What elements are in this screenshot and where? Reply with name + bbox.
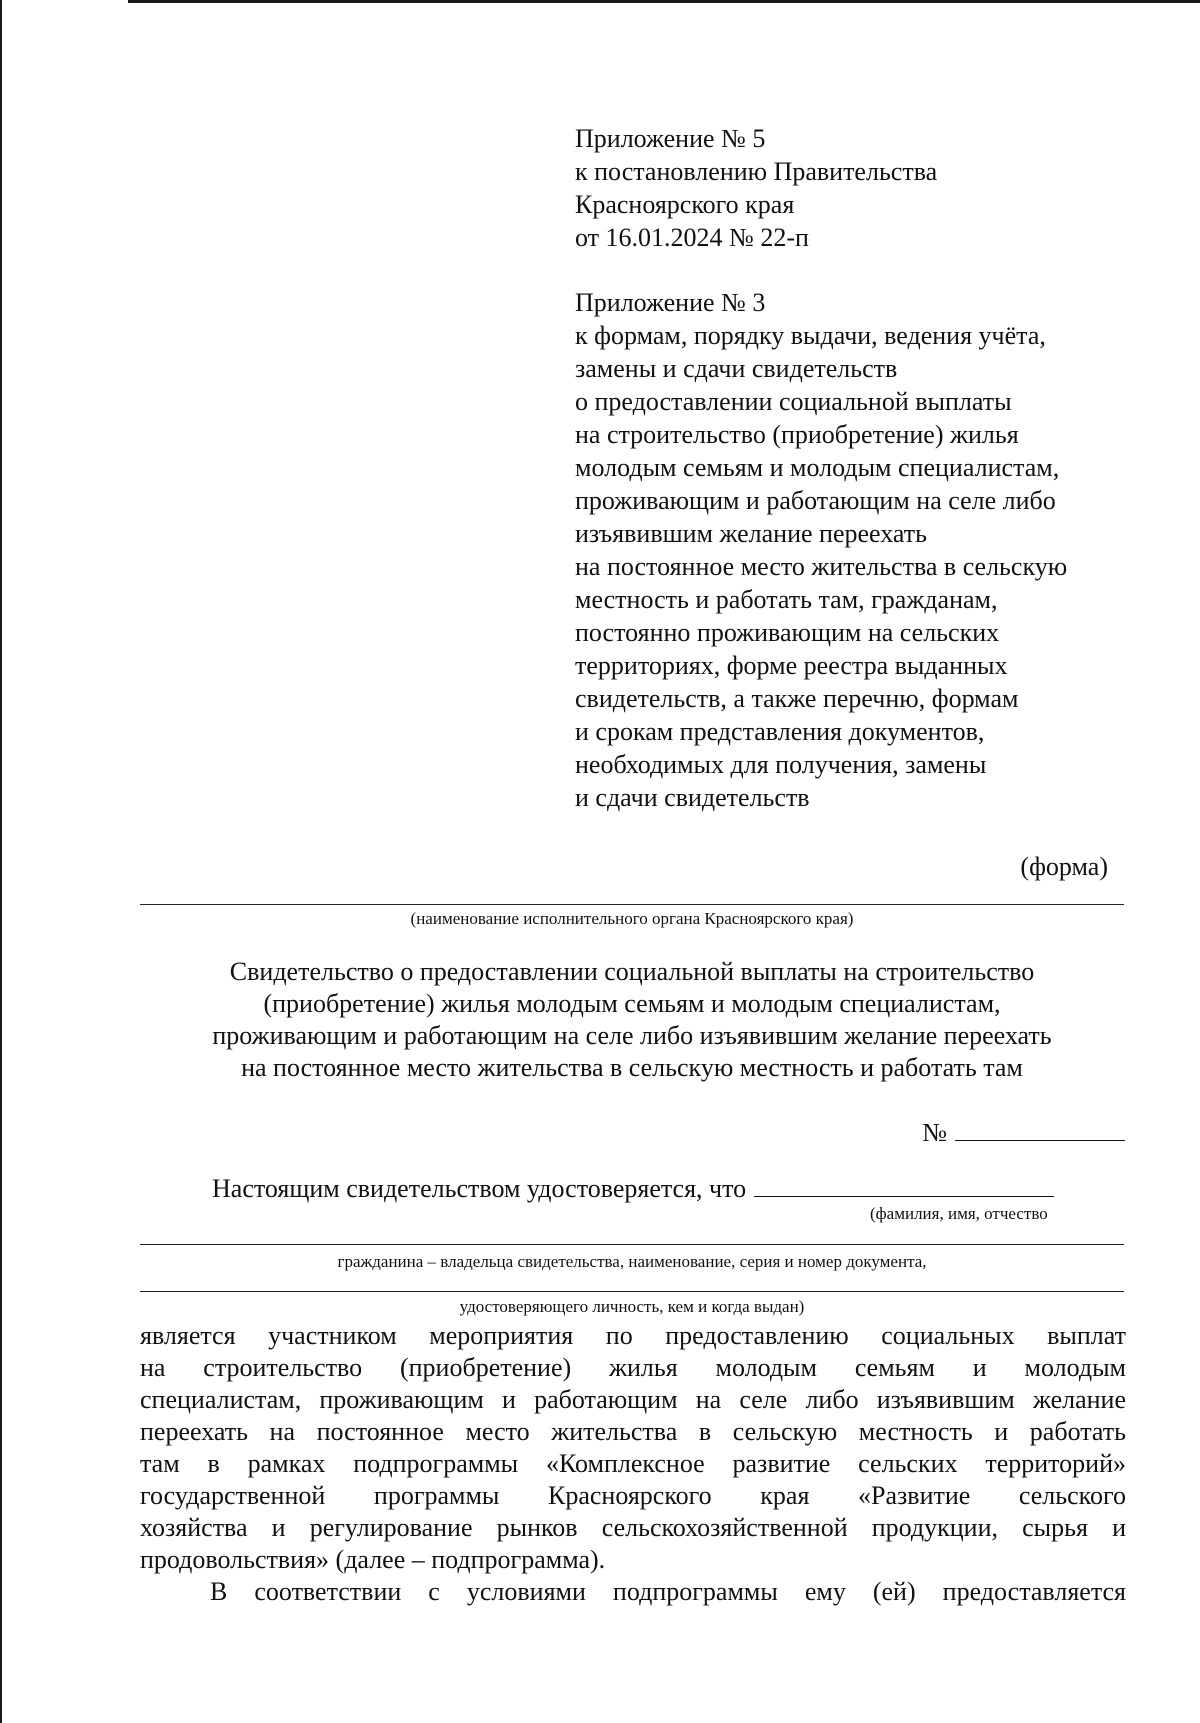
certificate-number-field <box>955 1114 1125 1141</box>
body-line: является участником мероприятия по предоставлению социальных выплат <box>140 1321 1126 1350</box>
annex-5-line: Приложение № 5 <box>575 124 766 153</box>
annex-3-line: на постоянное место жительства в сельскую <box>575 552 1068 581</box>
org-name-field-line <box>140 904 1124 905</box>
annex-3-line: местность и работать там, гражданам, <box>575 585 998 614</box>
annex-3-line: и срокам представления документов, <box>575 717 985 746</box>
body-line: В соответствии с условиями подпрограммы ему (ей) предоставляется <box>210 1577 1126 1606</box>
body-text <box>140 1320 1126 1608</box>
certificate-number-row <box>922 1114 1125 1149</box>
annex-5-line: к постановлению Правительства <box>575 157 938 186</box>
title-line: (приобретение) жилья молодым семьям и молодым специалистам, <box>263 989 1001 1018</box>
annex-3-line: проживающим и работающим на селе либо <box>575 486 1056 515</box>
annex-5-line: от 16.01.2024 № 22-п <box>575 223 809 252</box>
form-mark: (форма) <box>1020 852 1108 881</box>
annex-5-header <box>575 122 937 254</box>
annex-3-line: постоянно проживающим на сельских <box>575 618 1000 647</box>
fio-caption: (фамилия, имя, отчество <box>870 1204 1048 1223</box>
page-top-edge <box>128 0 1200 3</box>
org-name-caption: (наименование исполнительного органа Красноярского края) <box>410 909 854 928</box>
body-line: специалистам, проживающим и работающим на селе либо изъявившим желание <box>140 1385 1126 1414</box>
number-label: № <box>922 1118 947 1147</box>
title-line: на постоянное место жительства в сельскую местность и работать там <box>241 1053 1023 1082</box>
annex-3-line: молодым семьям и молодым специалистам, <box>575 453 1060 482</box>
certify-row <box>212 1170 1054 1205</box>
document-title <box>140 956 1124 1084</box>
annex-3-line: на строительство (приобретение) жилья <box>575 420 1019 449</box>
annex-3-line: Приложение № 3 <box>575 288 766 317</box>
title-line: Свидетельство о предоставлении социальной выплаты на строительство <box>229 957 1035 986</box>
annex-3-header <box>575 286 1067 814</box>
body-line: там в рамках подпрограммы «Комплексное развитие сельских территорий» <box>140 1449 1126 1478</box>
holder-document-field-line <box>140 1244 1124 1245</box>
body-line: на строительство (приобретение) жилья молодым семьям и молодым <box>140 1353 1126 1382</box>
title-line: проживающим и работающим на селе либо изъявившим желание переехать <box>212 1021 1052 1050</box>
holder-caption: гражданина – владельца свидетельства, наименование, серия и номер документа, <box>337 1252 927 1271</box>
body-line: переехать на постоянное место жительства в сельскую местность и работать <box>140 1417 1126 1446</box>
annex-3-line: к формам, порядку выдачи, ведения учёта, <box>575 321 1046 350</box>
annex-3-line: замены и сдачи свидетельств <box>575 354 898 383</box>
annex-3-line: территориях, форме реестра выданных <box>575 651 1008 680</box>
annex-3-line: свидетельств, а также перечню, формам <box>575 684 1019 713</box>
body-line: государственной программы Красноярского края «Развитие сельского <box>140 1481 1126 1510</box>
annex-3-line: и сдачи свидетельств <box>575 783 810 812</box>
annex-3-line: необходимых для получения, замены <box>575 750 987 779</box>
page-left-edge <box>0 0 2 1723</box>
body-line: продовольствия» (далее – подпрограмма). <box>140 1545 606 1574</box>
holder-document-issued-field-line <box>140 1291 1124 1292</box>
holder-id-caption: удостоверяющего личность, кем и когда выдан) <box>459 1297 805 1316</box>
annex-3-line: изъявившим желание переехать <box>575 519 927 548</box>
annex-3-line: о предоставлении социальной выплаты <box>575 387 1012 416</box>
holder-name-field <box>754 1170 1054 1197</box>
body-line: хозяйства и регулирование рынков сельскохозяйственной продукции, сырья и <box>140 1513 1126 1542</box>
annex-5-line: Красноярского края <box>575 190 795 219</box>
certify-text: Настоящим свидетельством удостоверяется, что <box>212 1174 747 1203</box>
